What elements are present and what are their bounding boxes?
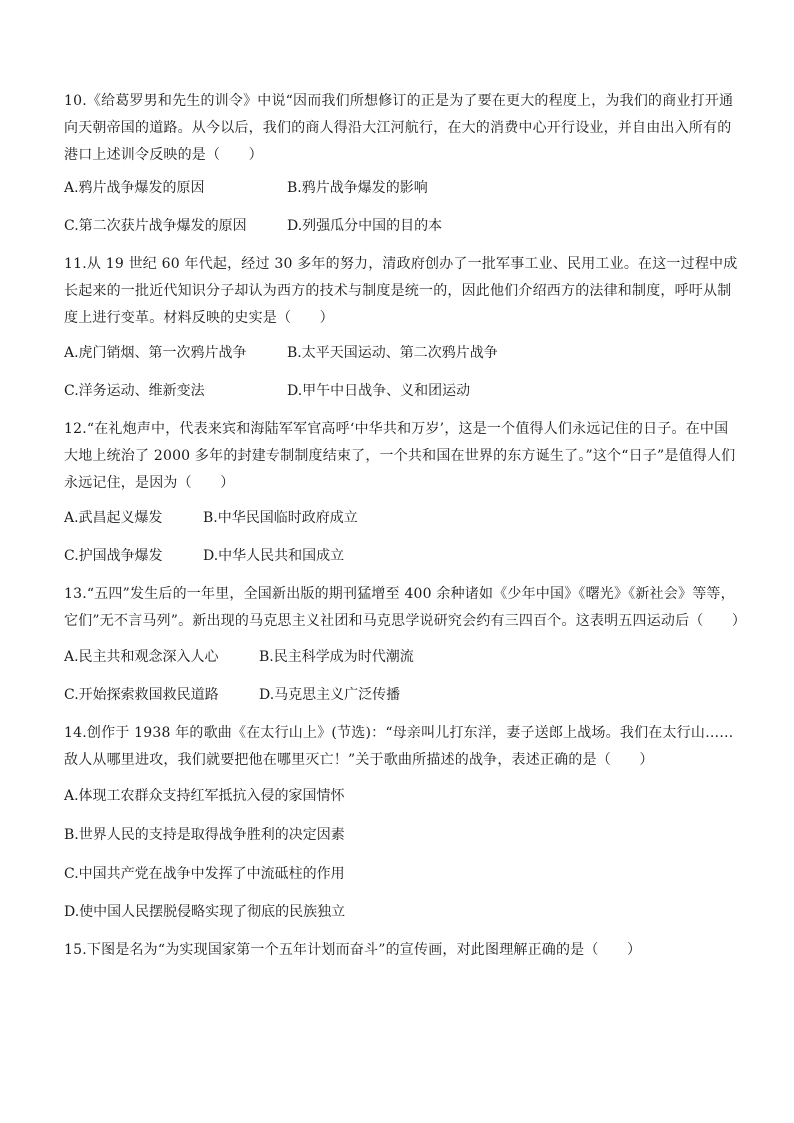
option-b: B.世界人民的支持是取得战争胜利的决定因素 xyxy=(64,827,345,843)
question-10-stem xyxy=(64,88,740,169)
question-number: 10. xyxy=(64,93,87,109)
option-c: C.第二次获片战争爆发的原因 xyxy=(64,218,247,234)
question-number: 11. xyxy=(64,256,87,272)
option-c: C.开始探索救国救民道路 xyxy=(64,687,219,703)
question-number: 12. xyxy=(64,421,87,437)
option-b: B.鸦片战争爆发的影响 xyxy=(287,180,428,196)
question-13-stem xyxy=(64,581,747,635)
question-text: 创作于 1938 年的歌曲《在太行山上》(节选)：“母亲叫儿打东洋，妻子送郎上战场。我们在太行山……敌人从哪里进攻，我们就要把他在哪里灭亡！”关于歌曲所描述的战争，表述正确的是（ ） xyxy=(64,725,734,768)
question-text: “五四”发生后的一年里，全国新出版的期刊猛增至 400 余种诸如《少年中国》《曙光》《新社会》等等，它们”无不言马列”。新出现的马克思主义社团和马克思学说研究会约有三四百个。这表明五四运动后（ ） xyxy=(64,586,747,629)
question-15-stem xyxy=(64,937,740,964)
option-c: C.中国共产党在战争中发挥了中流砥柱的作用 xyxy=(64,866,345,882)
question-14-stem xyxy=(64,720,740,774)
question-text: “在礼炮声中，代表来宾和海陆军军官高呼‘中华共和万岁’，这是一个值得人们永远记住的日子。在中国大地上统治了 2000 多年的封建专制制度结束了，一个共和国在世界的东方诞生了。”这个“日子”是值得人们永远记住，是因为（ ） xyxy=(64,421,736,491)
option-d: D.使中国人民摆脱侵略实现了彻底的民族独立 xyxy=(64,904,346,920)
question-text: 从 19 世纪 60 年代起，经过 30 多年的努力，清政府创办了一批军事工业、民用工业。在这一过程中成长起来的一批近代知识分子却认为西方的技术与制度是统一的，因此他们介绍西方的法律和制度，呼吁从制度上进行变革。材料反映的史实是（ ） xyxy=(64,256,738,326)
option-a: A.体现工农群众支持红军抵抗入侵的家国情怀 xyxy=(64,788,345,804)
question-11-stem xyxy=(64,251,740,332)
question-text: 下图是名为“为实现国家第一个五年计划而奋斗”的宣传画，对此图理解正确的是（ ） xyxy=(86,942,642,958)
question-number: 15. xyxy=(64,942,87,958)
question-number: 13. xyxy=(64,586,87,602)
option-a: A.鸦片战争爆发的原因 xyxy=(64,180,205,196)
option-c: C.护国战争爆发 xyxy=(64,548,163,564)
option-b: B.中华民国临时政府成立 xyxy=(203,510,358,526)
option-d: D.甲午中日战争、义和团运动 xyxy=(287,383,471,399)
question-number: 14. xyxy=(64,725,87,741)
question-text: 《给葛罗男和先生的训令》中说“因而我们所想修订的正是为了要在更大的程度上，为我们的商业打开通向天朝帝国的道路。从今以后，我们的商人得沿大江河航行，在大的消费中心开行设业，并自由出入所有的港口上述训令反映的是（ ） xyxy=(64,93,734,163)
option-d: D.马克思主义广泛传播 xyxy=(259,687,401,703)
option-b: B.民主科学成为时代潮流 xyxy=(259,649,414,665)
option-d: D.列强瓜分中国的目的本 xyxy=(287,218,443,234)
option-d: D.中华人民共和国成立 xyxy=(203,548,345,564)
option-b: B.太平天国运动、第二次鸦片战争 xyxy=(287,345,498,361)
question-12-stem xyxy=(64,416,740,497)
option-c: C.洋务运动、维新变法 xyxy=(64,383,205,399)
option-a: A.民主共和观念深入人心 xyxy=(64,649,219,665)
option-a: A.武昌起义爆发 xyxy=(64,510,163,526)
option-a: A.虎门销烟、第一次鸦片战争 xyxy=(64,345,247,361)
